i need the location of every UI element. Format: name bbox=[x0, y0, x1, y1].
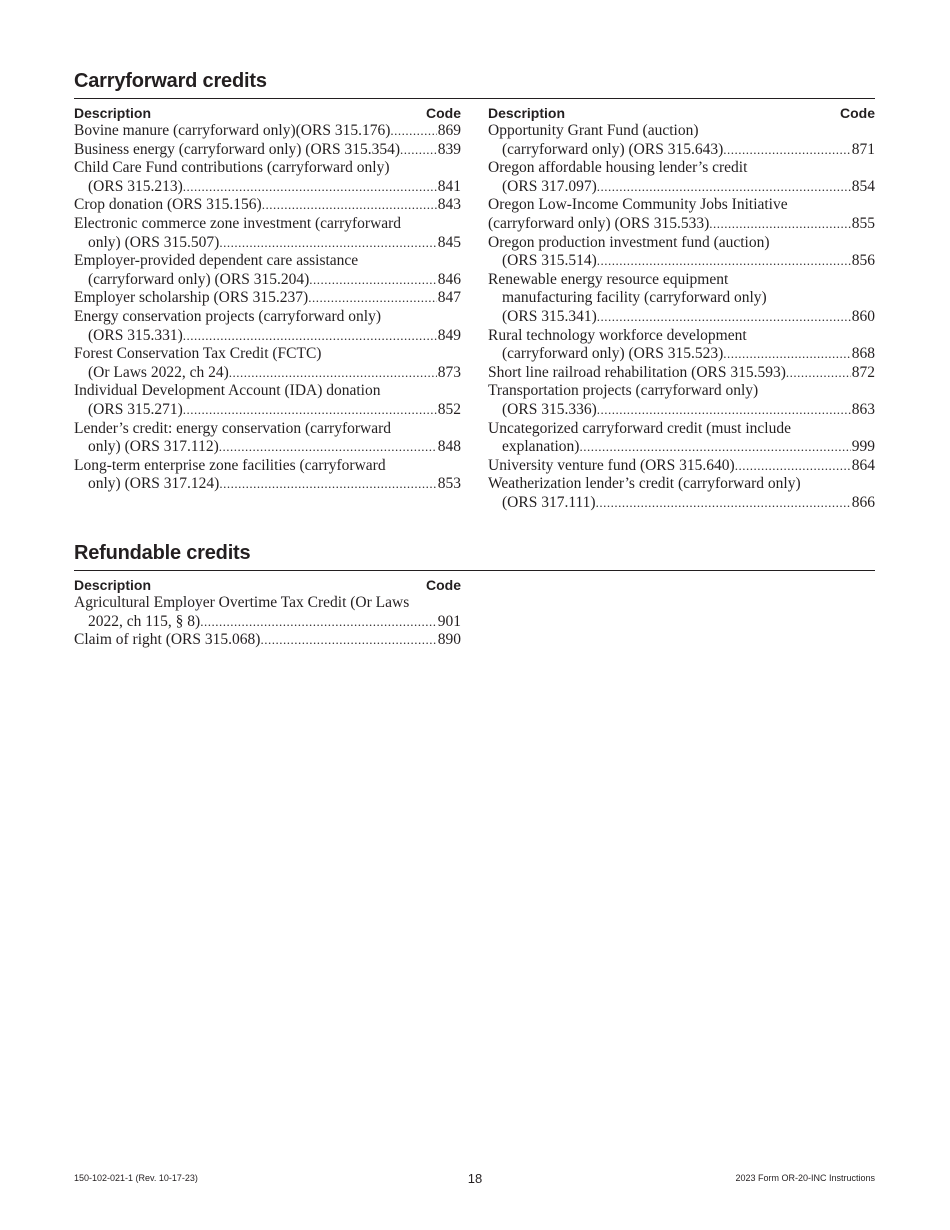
dot-leader bbox=[579, 438, 850, 457]
credit-entry bbox=[488, 327, 875, 364]
credit-description-line: (carryforward only) (ORS 315.533) bbox=[488, 214, 710, 232]
dot-leader bbox=[229, 364, 437, 383]
credit-code-row bbox=[74, 178, 461, 197]
credit-list bbox=[74, 594, 461, 650]
credit-description-line: Child Care Fund contributions (carryforward only) bbox=[74, 159, 390, 177]
credit-code: 999 bbox=[851, 438, 875, 456]
credit-description-line: (ORS 315.271) bbox=[88, 400, 183, 418]
dot-leader bbox=[183, 401, 437, 420]
credit-description-line: Electronic commerce zone investment (carryforward bbox=[74, 214, 402, 232]
credit-code-row bbox=[488, 308, 875, 327]
credit-description-line: Employer scholarship (ORS 315.237) bbox=[74, 289, 309, 307]
code-header: Code bbox=[426, 105, 461, 121]
credit-description-line: (carryforward only) (ORS 315.523) bbox=[502, 345, 724, 363]
credit-code-row bbox=[74, 475, 461, 494]
credit-entry bbox=[74, 252, 461, 289]
credit-code-row bbox=[488, 438, 875, 457]
credit-entry bbox=[74, 457, 461, 494]
credit-code-row bbox=[74, 234, 461, 253]
credit-code-row bbox=[488, 364, 875, 383]
credit-code: 871 bbox=[851, 140, 875, 158]
credit-entry bbox=[488, 159, 875, 196]
dot-leader bbox=[309, 271, 437, 290]
credit-code-row bbox=[74, 196, 461, 215]
credit-description-line: Renewable energy resource equipment bbox=[488, 270, 729, 288]
credit-code-row bbox=[488, 141, 875, 160]
credit-description-line: Oregon affordable housing lender’s credit bbox=[488, 159, 748, 177]
credit-description-line: only) (ORS 317.124) bbox=[88, 475, 220, 493]
credit-description-line: Business energy (carryforward only) (ORS 315.354) bbox=[74, 140, 401, 158]
dot-leader bbox=[400, 141, 437, 160]
credit-list bbox=[74, 122, 461, 494]
carryforward-rule bbox=[74, 98, 875, 99]
page-number: 18 bbox=[467, 1171, 483, 1186]
credit-description-line: Transportation projects (carryforward only) bbox=[488, 382, 759, 400]
dot-leader bbox=[597, 178, 851, 197]
credit-code-row bbox=[74, 289, 461, 308]
credit-code: 860 bbox=[851, 307, 875, 325]
dot-leader bbox=[262, 196, 437, 215]
credit-code-row bbox=[488, 215, 875, 234]
credit-code: 843 bbox=[437, 196, 461, 214]
credit-code-row bbox=[74, 613, 461, 632]
credit-description-line: only) (ORS 317.112) bbox=[88, 438, 219, 456]
description-header: Description bbox=[74, 577, 152, 593]
dot-leader bbox=[596, 494, 851, 513]
credit-entry bbox=[488, 271, 875, 327]
credit-description-line: (ORS 315.341) bbox=[502, 307, 597, 325]
credit-code: 852 bbox=[437, 400, 461, 418]
refundable-title: Refundable credits bbox=[74, 542, 251, 564]
credit-code-row bbox=[74, 271, 461, 290]
credit-code: 847 bbox=[437, 289, 461, 307]
credit-code: 901 bbox=[437, 612, 461, 630]
credit-code: 890 bbox=[437, 631, 461, 649]
dot-leader bbox=[709, 215, 851, 234]
credit-code: 868 bbox=[851, 345, 875, 363]
credit-entry bbox=[74, 215, 461, 252]
credit-code: 856 bbox=[851, 252, 875, 270]
credit-code: 855 bbox=[851, 214, 875, 232]
credit-entry bbox=[488, 457, 875, 476]
credit-entry bbox=[74, 420, 461, 457]
credit-entry bbox=[74, 122, 461, 141]
dot-leader bbox=[308, 289, 437, 308]
credit-code: 846 bbox=[437, 270, 461, 288]
credit-code-row bbox=[74, 401, 461, 420]
description-header: Description bbox=[488, 105, 566, 121]
credit-description-line: Forest Conservation Tax Credit (FCTC) bbox=[74, 345, 322, 363]
credit-code: 853 bbox=[437, 475, 461, 493]
credit-entry bbox=[488, 475, 875, 512]
credit-code: 845 bbox=[437, 233, 461, 251]
credit-code-row bbox=[488, 457, 875, 476]
carryforward-right-column bbox=[488, 104, 875, 512]
credit-entry bbox=[488, 364, 875, 383]
carryforward-left-column bbox=[74, 104, 461, 494]
column-header bbox=[488, 104, 875, 122]
carryforward-title: Carryforward credits bbox=[74, 70, 267, 92]
document-title: 2023 Form OR-20-INC Instructions bbox=[735, 1173, 875, 1183]
refundable-left-column bbox=[74, 576, 461, 650]
credit-code: 854 bbox=[851, 177, 875, 195]
credit-code-row bbox=[74, 438, 461, 457]
credit-description-line: (carryforward only) (ORS 315.643) bbox=[502, 140, 724, 158]
description-header: Description bbox=[74, 105, 152, 121]
credit-description-line: (ORS 317.097) bbox=[502, 177, 597, 195]
credit-code: 873 bbox=[437, 363, 461, 381]
dot-leader bbox=[200, 613, 437, 632]
dot-leader bbox=[597, 252, 851, 271]
credit-description-line: University venture fund (ORS 315.640) bbox=[488, 456, 735, 474]
credit-entry bbox=[74, 382, 461, 419]
credit-entry bbox=[74, 141, 461, 160]
credit-description-line: Uncategorized carryforward credit (must include bbox=[488, 419, 791, 437]
dot-leader bbox=[219, 234, 436, 253]
credit-entry bbox=[488, 420, 875, 457]
code-header: Code bbox=[840, 105, 875, 121]
credit-entry bbox=[74, 631, 461, 650]
credit-code-row bbox=[488, 252, 875, 271]
credit-description-line: Opportunity Grant Fund (auction) bbox=[488, 122, 699, 139]
credit-entry bbox=[488, 196, 875, 233]
credit-description-line: (ORS 315.213) bbox=[88, 177, 183, 195]
credit-description-line: Oregon Low-Income Community Jobs Initiative bbox=[488, 196, 788, 214]
code-header: Code bbox=[426, 577, 461, 593]
credit-description-line: Bovine manure (carryforward only)(ORS 315.176) bbox=[74, 122, 391, 139]
credit-entry bbox=[488, 122, 875, 159]
credit-code-row bbox=[488, 178, 875, 197]
credit-description-line: (ORS 315.336) bbox=[502, 400, 597, 418]
dot-leader bbox=[597, 308, 851, 327]
credit-code: 864 bbox=[851, 456, 875, 474]
credit-description-line: Long-term enterprise zone facilities (carryforward bbox=[74, 456, 386, 474]
dot-leader bbox=[260, 631, 436, 650]
column-header bbox=[74, 104, 461, 122]
form-number: 150-102-021-1 (Rev. 10-17-23) bbox=[74, 1173, 198, 1183]
credit-entry bbox=[74, 594, 461, 631]
credit-description-line: (carryforward only) (ORS 315.204) bbox=[88, 270, 310, 288]
credit-code-row bbox=[488, 401, 875, 420]
credit-code-row bbox=[488, 345, 875, 364]
credit-entry bbox=[74, 308, 461, 345]
credit-code: 869 bbox=[437, 122, 461, 139]
credit-code: 849 bbox=[437, 326, 461, 344]
credit-description-line: only) (ORS 315.507) bbox=[88, 233, 220, 251]
dot-leader bbox=[597, 401, 851, 420]
credit-code-row bbox=[74, 631, 461, 650]
credit-description-line: (ORS 317.111) bbox=[502, 493, 596, 511]
credit-code-row bbox=[74, 122, 461, 141]
dot-leader bbox=[786, 364, 851, 383]
dot-leader bbox=[183, 327, 437, 346]
credit-description-line: Short line railroad rehabilitation (ORS 315.593) bbox=[488, 363, 786, 381]
credit-code-row bbox=[74, 141, 461, 160]
credit-description-line: Lender’s credit: energy conservation (carryforward bbox=[74, 419, 392, 437]
credit-code: 848 bbox=[437, 438, 461, 456]
credit-code: 872 bbox=[851, 363, 875, 381]
credit-code: 866 bbox=[851, 493, 875, 511]
credit-description-line: 2022, ch 115, § 8) bbox=[88, 612, 201, 630]
credit-code: 841 bbox=[437, 177, 461, 195]
credit-code-row bbox=[74, 364, 461, 383]
credit-description-line: Individual Development Account (IDA) donation bbox=[74, 382, 381, 400]
credit-list bbox=[488, 122, 875, 512]
dot-leader bbox=[723, 345, 851, 364]
credit-description-line: (ORS 315.514) bbox=[502, 252, 597, 270]
credit-description-line: (Or Laws 2022, ch 24) bbox=[88, 363, 229, 381]
credit-description-line: Agricultural Employer Overtime Tax Credit (Or Laws bbox=[74, 594, 410, 611]
credit-code: 839 bbox=[437, 140, 461, 158]
credit-description-line: Crop donation (ORS 315.156) bbox=[74, 196, 262, 214]
credit-code-row bbox=[488, 494, 875, 513]
credit-description-line: Employer-provided dependent care assistance bbox=[74, 252, 359, 270]
credit-description-line: Claim of right (ORS 315.068) bbox=[74, 631, 261, 649]
credit-description-line: manufacturing facility (carryforward only) bbox=[502, 289, 767, 307]
credit-description-line: Oregon production investment fund (auction) bbox=[488, 233, 770, 251]
dot-leader bbox=[219, 475, 436, 494]
credit-entry bbox=[74, 196, 461, 215]
credit-entry bbox=[488, 382, 875, 419]
credit-entry bbox=[488, 234, 875, 271]
dot-leader bbox=[723, 141, 851, 160]
dot-leader bbox=[183, 178, 437, 197]
credit-code: 863 bbox=[851, 400, 875, 418]
dot-leader bbox=[735, 457, 851, 476]
credit-description-line: Weatherization lender’s credit (carryforward only) bbox=[488, 475, 801, 493]
credit-description-line: explanation) bbox=[502, 438, 580, 456]
credit-entry bbox=[74, 345, 461, 382]
credit-description-line: Energy conservation projects (carryforward only) bbox=[74, 307, 382, 325]
credit-description-line: (ORS 315.331) bbox=[88, 326, 183, 344]
dot-leader bbox=[390, 122, 436, 141]
credit-entry bbox=[74, 159, 461, 196]
credit-code-row bbox=[74, 327, 461, 346]
refundable-rule bbox=[74, 570, 875, 571]
column-header bbox=[74, 576, 461, 594]
credit-entry bbox=[74, 289, 461, 308]
credit-description-line: Rural technology workforce development bbox=[488, 326, 747, 344]
dot-leader bbox=[219, 438, 437, 457]
